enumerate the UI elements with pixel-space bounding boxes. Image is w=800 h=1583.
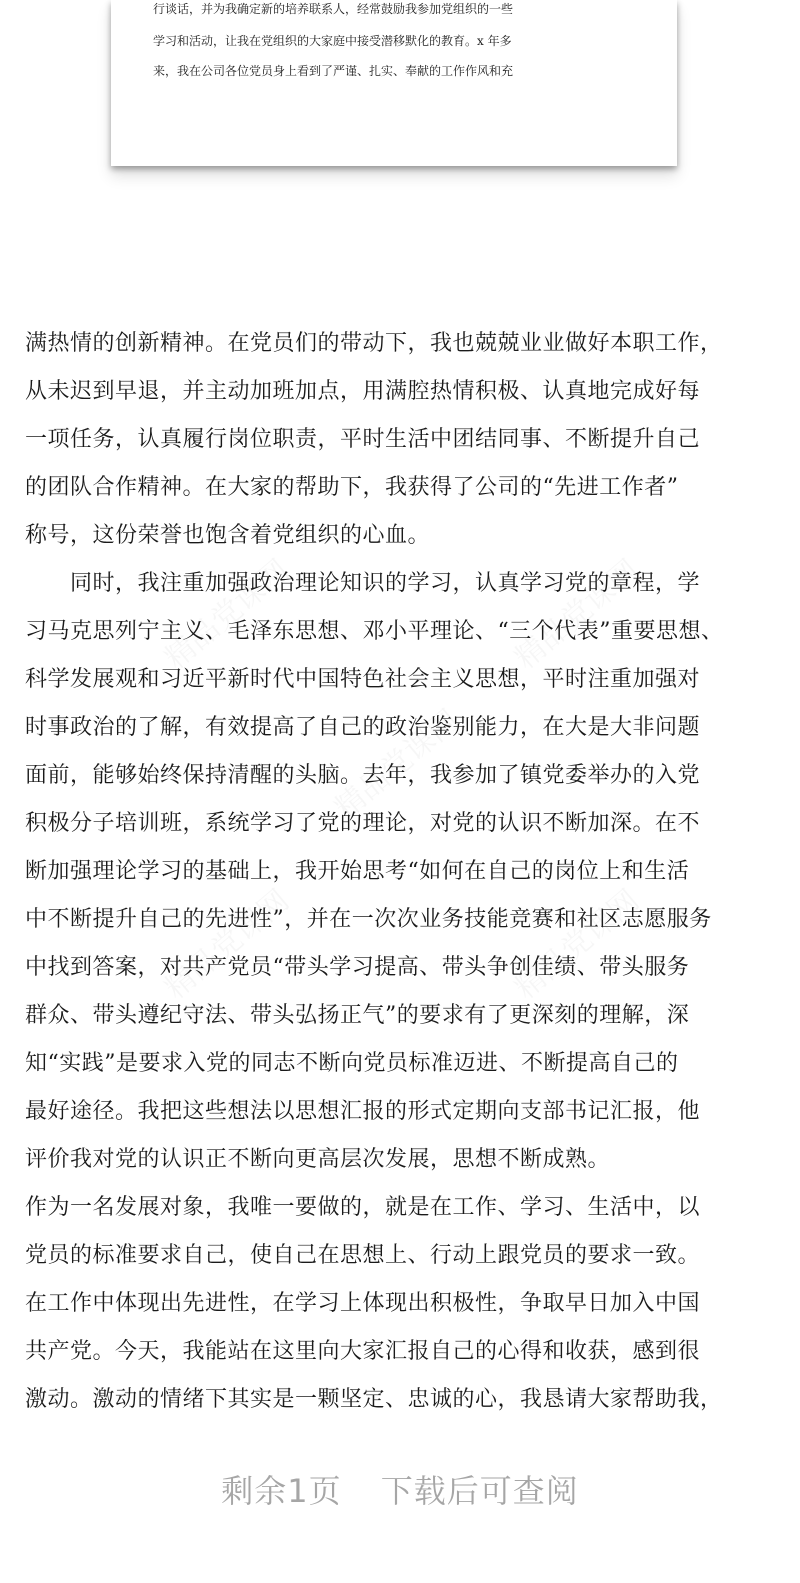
body-line: 面前，能够始终保持清醒的头脑。去年，我参加了镇党委举办的入党: [25, 763, 701, 788]
preview-line: 来，我在公司各位党员身上看到了严谨、扎实、奉献的工作作风和充: [153, 64, 514, 78]
body-line: 党员的标准要求自己，使自己在思想上、行动上跟党员的要求一致。: [25, 1243, 701, 1268]
body-line: 的团队合作精神。在大家的帮助下，我获得了公司的“先进工作者”: [25, 475, 679, 500]
body-line: 一项任务，认真履行岗位职责，平时生活中团结同事、不断提升自己: [25, 427, 701, 452]
body-line: 群众、带头遵纪守法、带头弘扬正气”的要求有了更深刻的理解，深: [25, 1003, 690, 1028]
body-line: 中不断提升自己的先进性”，并在一次次业务技能竞赛和社区志愿服务: [25, 907, 712, 932]
document-body: [25, 320, 775, 1424]
body-line: 作为一名发展对象，我唯一要做的，就是在工作、学习、生活中，以: [25, 1195, 701, 1220]
body-line: 激动。激动的情绪下其实是一颗坚定、忠诚的心，我恳请大家帮助我，: [25, 1387, 723, 1412]
download-prompt[interactable]: [0, 1466, 800, 1512]
body-line: 满热情的创新精神。在党员们的带动下，我也兢兢业业做好本职工作，: [25, 331, 723, 356]
body-line: 同时，我注重加强政治理论知识的学习，认真学习党的章程，学: [25, 571, 701, 596]
body-line: 在工作中体现出先进性，在学习上体现出积极性，争取早日加入中国: [25, 1291, 701, 1316]
body-line: 最好途径。我把这些想法以思想汇报的形式定期向支部书记汇报，他: [25, 1099, 701, 1124]
body-line: 从未迟到早退，并主动加班加点，用满腔热情积极、认真地完成好每: [25, 379, 701, 404]
body-line: 科学发展观和习近平新时代中国特色社会主义思想，平时注重加强对: [25, 667, 701, 692]
preview-line: 学习和活动，让我在党组织的大家庭中接受潜移默化的教育。x 年多: [153, 34, 512, 48]
body-line: 共产党。今天，我能站在这里向大家汇报自己的心得和收获，感到很: [25, 1339, 701, 1364]
body-line: 习马克思列宁主义、毛泽东思想、邓小平理论、“三个代表”重要思想、: [25, 619, 724, 644]
remaining-pages-label: 剩余1页: [221, 1472, 342, 1510]
body-line: 知“实践”是要求入党的同志不断向党员标准迈进、不断提高自己的: [25, 1051, 679, 1076]
body-line: 时事政治的了解，有效提高了自己的政治鉴别能力，在大是大非问题: [25, 715, 701, 740]
body-line: 中找到答案，对共产党员“带头学习提高、带头争创佳绩、带头服务: [25, 955, 690, 980]
preview-line: 行谈话，并为我确定新的培养联系人，经常鼓励我参加党组织的一些: [153, 2, 514, 16]
body-line: 积极分子培训班，系统学习了党的理论，对党的认识不断加深。在不: [25, 811, 701, 836]
download-hint-label: 下载后可查阅: [380, 1472, 579, 1510]
body-line: 断加强理论学习的基础上，我开始思考“如何在自己的岗位上和生活: [25, 859, 690, 884]
body-line: 评价我对党的认识正不断向更高层次发展，思想不断成熟。: [25, 1147, 611, 1172]
body-line: 称号，这份荣誉也饱含着党组织的心血。: [25, 523, 431, 548]
document-preview-card: [111, 0, 677, 166]
